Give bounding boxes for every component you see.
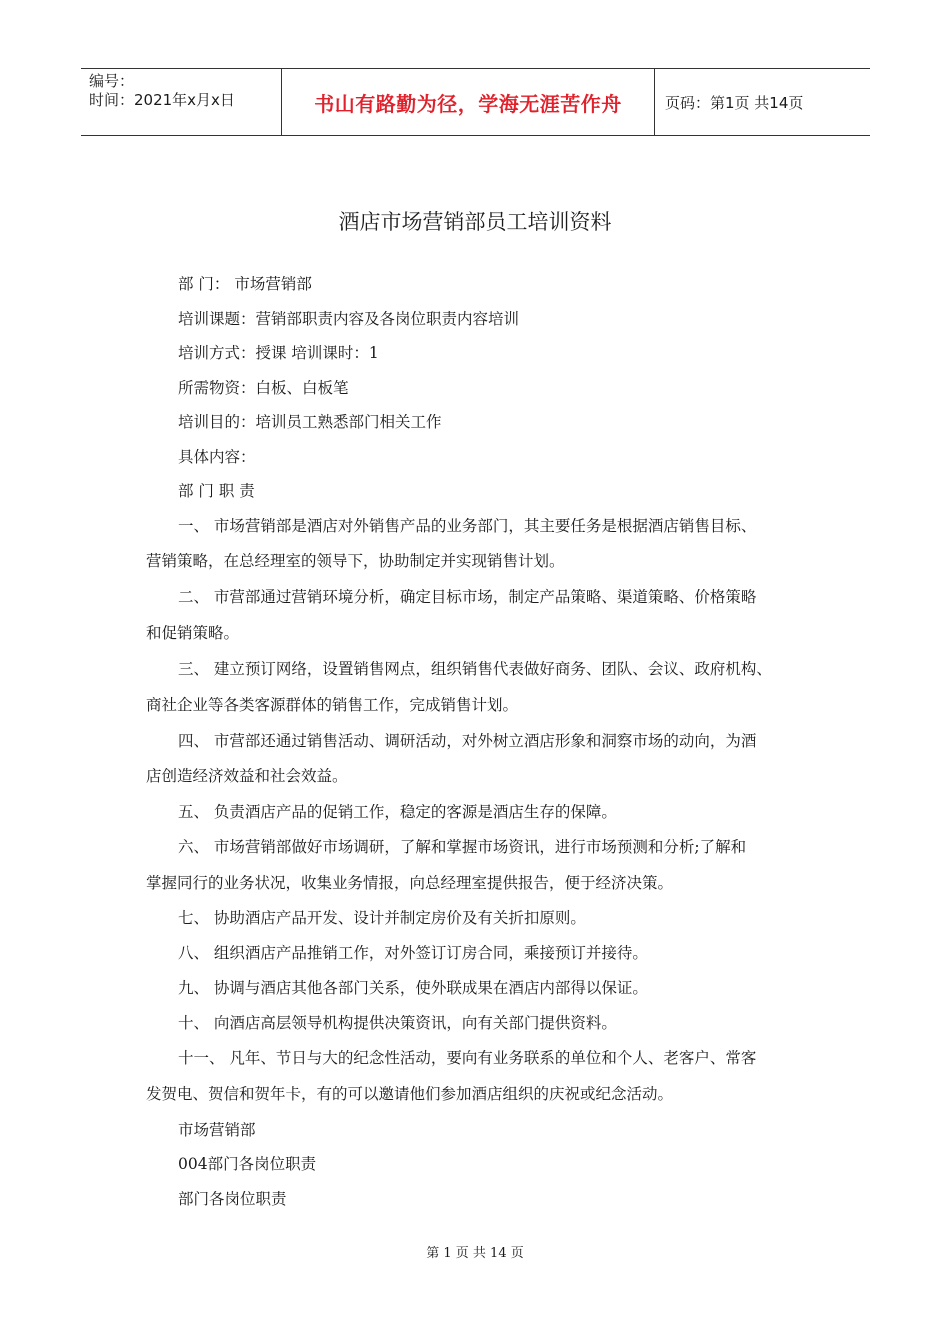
duty-11-line-1: 十一、 凡年、节日与大的纪念性活动，要向有业务联系的单位和个人、老客户、常客 [178, 1049, 757, 1067]
document-number-label: 编号： [89, 72, 135, 90]
closing-reference: 004部门各岗位职责 [178, 1155, 317, 1173]
duty-2-line-2: 和促销策略。 [146, 624, 240, 642]
page-indicator: 页码：第1页 共14页 [665, 93, 804, 112]
duty-6-line-2: 掌握同行的业务状况，收集业务情报，向总经理室提供报告，便于经济决策。 [146, 874, 674, 892]
info-materials: 所需物资：白板、白板笔 [178, 379, 349, 397]
header-table [81, 68, 870, 136]
duty-3-line-1: 三、 建立预订网络，设置销售网点，组织销售代表做好商务、团队、会议、政府机构、 [178, 660, 772, 678]
info-department: 部 门： 市场营销部 [178, 275, 312, 293]
duty-1-line-1: 一、 市场营销部是酒店对外销售产品的业务部门，其主要任务是根据酒店销售目标、 [178, 517, 757, 535]
header-meta-cell [81, 69, 282, 135]
document-title: 酒店市场营销部员工培训资料 [338, 210, 612, 234]
duty-2-line-1: 二、 市营部通过营销环境分析，确定目标市场，制定产品策略、渠道策略、价格策略 [178, 588, 757, 606]
duty-10-line-1: 十、 向酒店高层领导机构提供决策资讯，向有关部门提供资料。 [178, 1014, 617, 1032]
info-method: 培训方式：授课 培训课时：1 [178, 344, 379, 362]
duty-4-line-2: 店创造经济效益和社会效益。 [146, 767, 348, 785]
duty-6-line-1: 六、 市场营销部做好市场调研，了解和掌握市场资讯，进行市场预测和分析;了解和 [178, 838, 747, 856]
page-footer: 第 1 页 共 14 页 [426, 1246, 524, 1261]
duty-7-line-1: 七、 协助酒店产品开发、设计并制定房价及有关折扣原则。 [178, 909, 586, 927]
info-topic: 培训课题：营销部职责内容及各岗位职责内容培训 [178, 310, 520, 328]
duty-8-line-1: 八、 组织酒店产品推销工作，对外签订订房合同，乘接预订并接待。 [178, 944, 648, 962]
duty-1-line-2: 营销策略，在总经理室的领导下，协助制定并实现销售计划。 [146, 552, 565, 570]
header-page-cell [655, 69, 870, 135]
info-purpose: 培训目的：培训员工熟悉部门相关工作 [178, 413, 442, 431]
duty-5-line-1: 五、 负责酒店产品的促销工作，稳定的客源是酒店生存的保障。 [178, 803, 617, 821]
duty-11-line-2: 发贺电、贺信和贺年卡，有的可以邀请他们参加酒店组织的庆祝或纪念活动。 [146, 1085, 674, 1103]
duty-9-line-1: 九、 协调与酒店其他各部门关系，使外联成果在酒店内部得以保证。 [178, 979, 648, 997]
header-motto-cell [282, 69, 655, 135]
document-date: 时间：2021年x月x日 [89, 91, 235, 109]
info-content-label: 具体内容： [178, 448, 256, 466]
section-heading: 部 门 职 责 [178, 482, 255, 500]
duty-3-line-2: 商社企业等各类客源群体的销售工作，完成销售计划。 [146, 696, 519, 714]
duty-4-line-1: 四、 市营部还通过销售活动、调研活动，对外树立酒店形象和洞察市场的动向，为酒 [178, 732, 757, 750]
next-section-heading: 部门各岗位职责 [178, 1190, 287, 1208]
motto-text: 书山有路勤为径，学海无涯苦作舟 [314, 91, 622, 116]
closing-department: 市场营销部 [178, 1121, 256, 1139]
